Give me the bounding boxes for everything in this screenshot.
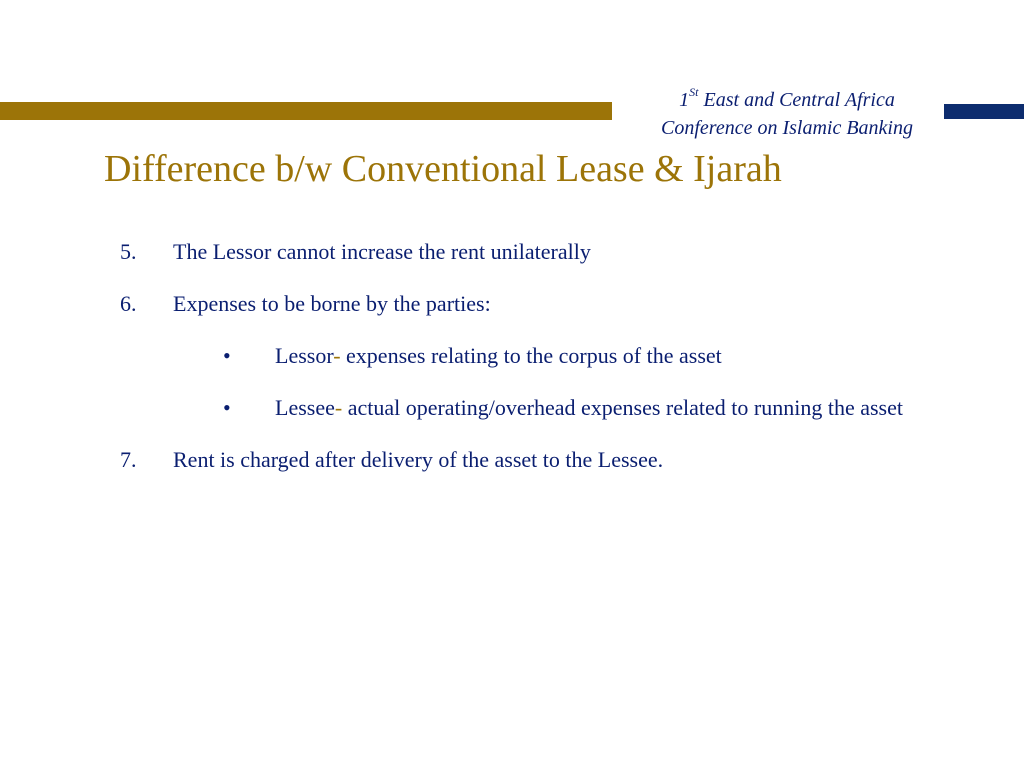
bullet-item-lessee (120, 392, 972, 424)
list-item-6 (120, 288, 972, 320)
list-item-5 (120, 236, 972, 268)
list-text: Expenses to be borne by the parties: (173, 291, 491, 316)
header-gold-bar (0, 102, 612, 120)
list-text: The Lessor cannot increase the rent unilaterally (173, 239, 591, 264)
conference-ordinal: 1 (679, 89, 690, 111)
bullet-text: actual operating/overhead expenses related to running the asset (342, 395, 903, 420)
conference-ordinal-suffix: St (689, 85, 699, 100)
bullet-lead: Lessor (275, 343, 334, 368)
conference-line-2: Conference on Islamic Banking (661, 117, 913, 139)
bullet-marker: • (223, 395, 231, 420)
list-item-7 (120, 444, 972, 476)
bullet-dash: - (333, 343, 341, 368)
bullet-lead: Lessee (275, 395, 335, 420)
list-text: Rent is charged after delivery of the asset to the Lessee. (173, 447, 664, 472)
bullet-dash: - (334, 395, 343, 420)
list-number: 7. (120, 447, 137, 472)
conference-line-1-text: East and Central Africa (698, 89, 895, 111)
list-number: 6. (120, 291, 137, 316)
slide-content (120, 236, 972, 496)
conference-label (612, 86, 962, 142)
slide-title: Difference b/w Conventional Lease & Ijarah (104, 148, 782, 190)
bullet-text: expenses relating to the corpus of the asset (340, 343, 722, 368)
bullet-marker: • (223, 343, 231, 368)
conference-line-1 (612, 86, 962, 114)
bullet-item-lessor (120, 340, 972, 372)
list-number: 5. (120, 239, 137, 264)
